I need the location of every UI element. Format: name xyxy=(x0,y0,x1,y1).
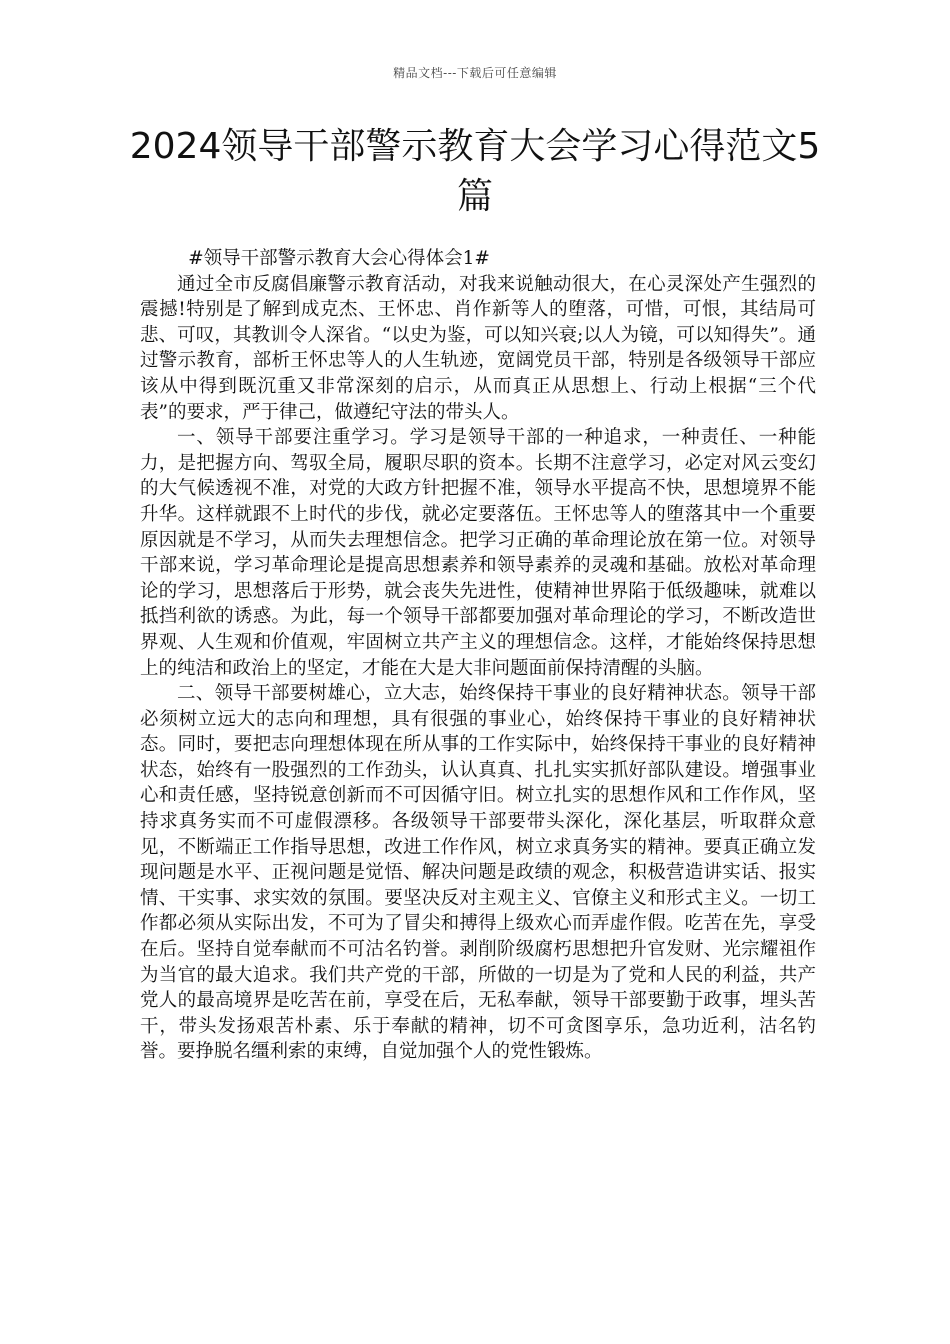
body-paragraph: 通过全市反腐倡廉警示教育活动，对我来说触动很大，在心灵深处产生强烈的震撼!特别是了解到成克杰、王怀忠、肖作新等人的堕落，可惜，可恨，其结局可悲、可叹，其教训令人深省。“以史为鉴，可以知兴衰;以人为镜，可以知得失”。通过警示教育，部析王怀忠等人的人生轨迹，宽阔党员干部，特别是各级领导干部应该从中得到既沉重又非常深刻的启示，从而真正从思想上、行动上根据“三个代表”的要求，严于律己，做遵纪守法的带头人。 xyxy=(140,273,816,423)
document-title: 2024领导干部警示教育大会学习心得范文5篇 xyxy=(129,126,821,217)
page-header-note: 精品文档---下载后可任意编辑 xyxy=(393,66,557,80)
document-body xyxy=(140,246,816,1065)
body-paragraph: 二、领导干部要树雄心，立大志，始终保持干事业的良好精神状态。领导干部必须树立远大的志向和理想，具有很强的事业心，始终保持干事业的良好精神状态。同时，要把志向理想体现在所从事的工作实际中，始终保持干事业的良好精神状态，始终有一股强烈的工作劲头，认认真真、扎扎实实抓好部队建设。增强事业心和责任感，坚持锐意创新而不可因循守旧。树立扎实的思想作风和工作作风，坚持求真务实而不可虚假漂移。各级领导干部要带头深化，深化基层，听取群众意见，不断端正工作指导思想，改进工作作风，树立求真务实的精神。要真正确立发现问题是水平、正视问题是觉悟、解决问题是政绩的观念，积极营造讲实话、报实情、干实事、求实效的氛围。要坚决反对主观主义、官僚主义和形式主义。一切工作都必须从实际出发，不可为了冒尖和搏得上级欢心而弄虚作假。吃苦在先，享受在后。坚持自觉奉献而不可沽名钓誉。剥削阶级腐朽思想把升官发财、光宗耀祖作为当官的最大追求。我们共产党的干部，所做的一切是为了党和人民的利益，共产党人的最高境界是吃苦在前，享受在后，无私奉献，领导干部要勤于政事，埋头苦干，带头发扬艰苦朴素、乐于奉献的精神，切不可贪图享乐，急功近利，沽名钓誉。要挣脱名缰利索的束缚，自觉加强个人的党性锻炼。 xyxy=(140,683,816,1063)
body-paragraph: 一、领导干部要注重学习。学习是领导干部的一种追求，一种责任、一种能力，是把握方向、驾驭全局，履职尽职的资本。长期不注意学习，必定对风云变幻的大气候透视不准，对党的大政方针把握不准，领导水平提高不快，思想境界不能升华。这样就跟不上时代的步伐，就必定要落伍。王怀忠等人的堕落其中一个重要原因就是不学习，从而失去理想信念。把学习正确的革命理论放在第一位。对领导干部来说，学习革命理论是提高思想素养和领导素养的灵魂和基础。放松对革命理论的学习，思想落后于形势，就会丧失先进性，使精神世界陷于低级趣味，就难以抵挡利欲的诱惑。为此，每一个领导干部都要加强对革命理论的学习，不断改造世界观、人生观和价值观，牢固树立共产主义的理想信念。这样，才能始终保持思想上的纯洁和政治上的坚定，才能在大是大非问题面前保持清醒的头脑。 xyxy=(140,427,816,679)
section-subheading: #领导干部警示教育大会心得体会1# xyxy=(188,248,490,269)
